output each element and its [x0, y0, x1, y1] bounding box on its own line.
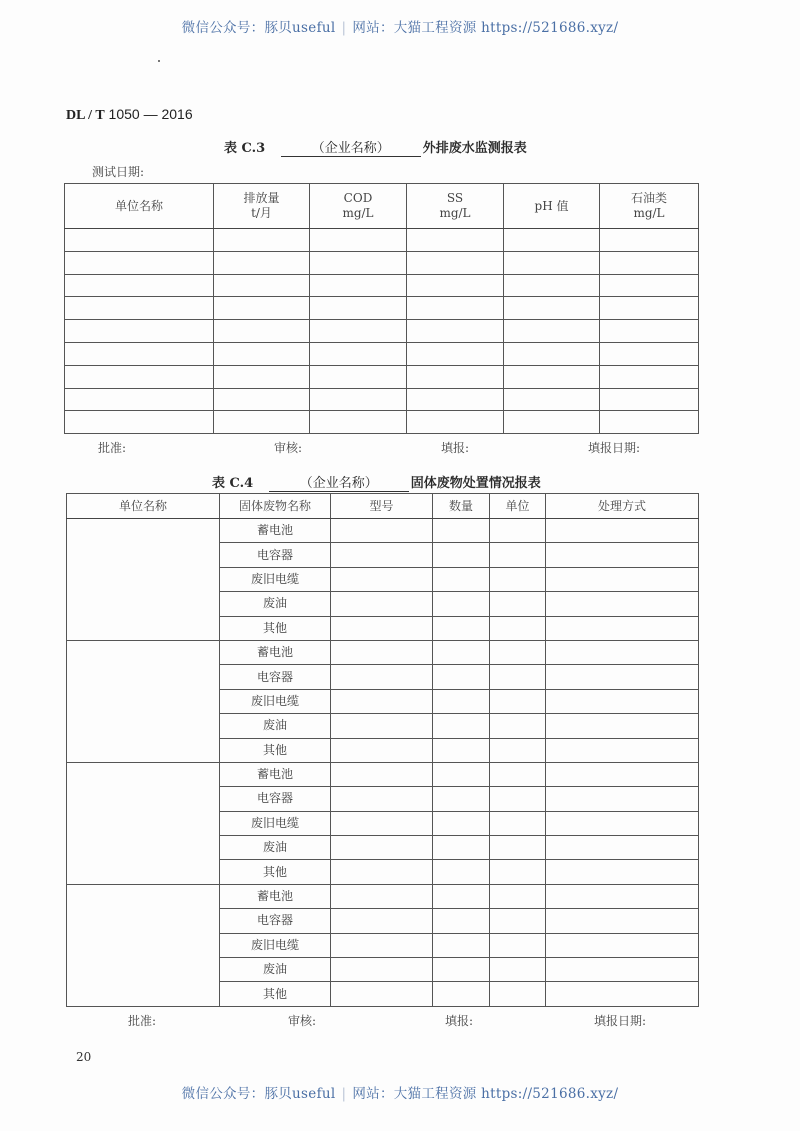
model-cell[interactable] [331, 958, 433, 982]
waste-name-cell: 废旧电缆 [220, 933, 331, 957]
disposal-method-cell[interactable] [546, 762, 699, 786]
approve-label: 批准: [98, 441, 127, 455]
waste-name-cell: 蓄电池 [220, 519, 331, 543]
model-cell[interactable] [331, 616, 433, 640]
unit-cell[interactable] [490, 884, 546, 908]
column-header: 处理方式 [546, 494, 699, 519]
table-header-row [67, 494, 699, 519]
disposal-method-cell[interactable] [546, 519, 699, 543]
model-cell[interactable] [331, 714, 433, 738]
disposal-method-cell[interactable] [546, 933, 699, 957]
waste-name-cell: 电容器 [220, 787, 331, 811]
empty-cell[interactable] [310, 251, 407, 274]
table-c3-label: 表 C.3 [224, 141, 266, 156]
model-cell[interactable] [331, 543, 433, 567]
unit-cell[interactable] [490, 519, 546, 543]
empty-cell[interactable] [504, 274, 600, 297]
empty-cell[interactable] [504, 229, 600, 252]
empty-cell[interactable] [310, 411, 407, 434]
empty-cell[interactable] [214, 297, 310, 320]
quantity-cell[interactable] [433, 933, 490, 957]
column-header-label: pH 值 [534, 198, 569, 213]
empty-cell[interactable] [65, 251, 214, 274]
empty-cell[interactable] [65, 229, 214, 252]
empty-cell[interactable] [407, 388, 504, 411]
column-header: 单位 [490, 494, 546, 519]
unit-cell[interactable] [490, 982, 546, 1006]
column-header-label: 排放量 [243, 191, 280, 205]
column-header [407, 184, 504, 229]
disposal-method-cell[interactable] [546, 665, 699, 689]
quantity-cell[interactable] [433, 689, 490, 713]
empty-cell[interactable] [600, 365, 699, 388]
table-header-row [65, 184, 699, 229]
watermark-bottom [0, 1082, 800, 1102]
unit-cell[interactable] [490, 616, 546, 640]
empty-cell[interactable] [504, 320, 600, 343]
waste-name-cell: 废油 [220, 836, 331, 860]
empty-cell[interactable] [65, 342, 214, 365]
unit-name-cell[interactable] [67, 640, 220, 762]
model-cell[interactable] [331, 567, 433, 591]
empty-cell[interactable] [504, 251, 600, 274]
unit-cell[interactable] [490, 958, 546, 982]
empty-cell[interactable] [310, 229, 407, 252]
column-header: 固体废物名称 [220, 494, 331, 519]
empty-cell[interactable] [214, 251, 310, 274]
unit-cell[interactable] [490, 592, 546, 616]
disposal-method-cell[interactable] [546, 982, 699, 1006]
empty-cell[interactable] [65, 320, 214, 343]
unit-name-cell[interactable] [67, 519, 220, 641]
unit-cell[interactable] [490, 909, 546, 933]
table-row [65, 229, 699, 252]
unit-cell[interactable] [490, 689, 546, 713]
unit-cell[interactable] [490, 787, 546, 811]
column-header-unit: mg/L [342, 206, 374, 220]
empty-cell[interactable] [600, 229, 699, 252]
empty-cell[interactable] [407, 297, 504, 320]
empty-cell[interactable] [310, 365, 407, 388]
quantity-cell[interactable] [433, 884, 490, 908]
empty-cell[interactable] [600, 411, 699, 434]
disposal-method-cell[interactable] [546, 860, 699, 884]
table-row [65, 274, 699, 297]
unit-cell[interactable] [490, 738, 546, 762]
empty-cell[interactable] [214, 274, 310, 297]
fill-date-label: 填报日期: [588, 441, 641, 455]
watermark-separator: | [341, 1086, 347, 1102]
waste-name-cell: 电容器 [220, 543, 331, 567]
waste-name-cell: 废油 [220, 714, 331, 738]
table-c3-title [224, 137, 527, 157]
column-header-label: 石油类 [630, 191, 667, 205]
model-cell[interactable] [331, 665, 433, 689]
quantity-cell[interactable] [433, 616, 490, 640]
empty-cell[interactable] [504, 365, 600, 388]
column-header-unit: mg/L [633, 206, 665, 220]
model-cell[interactable] [331, 811, 433, 835]
table-c4-solid-waste [66, 493, 699, 1007]
disposal-method-cell[interactable] [546, 567, 699, 591]
empty-cell[interactable] [65, 388, 214, 411]
quantity-cell[interactable] [433, 519, 490, 543]
unit-name-cell[interactable] [67, 762, 220, 884]
unit-cell[interactable] [490, 665, 546, 689]
waste-name-cell: 废旧电缆 [220, 689, 331, 713]
quantity-cell[interactable] [433, 567, 490, 591]
quantity-cell[interactable] [433, 640, 490, 664]
watermark-website: 网站：大猫工程资源 https://521686.xyz/ [352, 1086, 619, 1102]
unit-name-cell[interactable] [67, 884, 220, 1006]
table-c4-title-text: 固体废物处置情况报表 [410, 476, 541, 491]
review-label: 审核: [288, 1014, 317, 1028]
disposal-method-cell[interactable] [546, 787, 699, 811]
watermark-website: 网站：大猫工程资源 https://521686.xyz/ [352, 20, 619, 36]
unit-cell[interactable] [490, 714, 546, 738]
empty-cell[interactable] [65, 365, 214, 388]
disposal-method-cell[interactable] [546, 811, 699, 835]
waste-name-cell: 蓄电池 [220, 640, 331, 664]
quantity-cell[interactable] [433, 811, 490, 835]
unit-cell[interactable] [490, 543, 546, 567]
model-cell[interactable] [331, 762, 433, 786]
unit-cell[interactable] [490, 811, 546, 835]
model-cell[interactable] [331, 860, 433, 884]
column-header: 单位名称 [67, 494, 220, 519]
column-header [600, 184, 699, 229]
empty-cell[interactable] [504, 388, 600, 411]
empty-cell[interactable] [600, 342, 699, 365]
table-row [65, 365, 699, 388]
disposal-method-cell[interactable] [546, 689, 699, 713]
waste-name-cell: 其他 [220, 982, 331, 1006]
quantity-cell[interactable] [433, 909, 490, 933]
model-cell[interactable] [331, 909, 433, 933]
column-header [310, 184, 407, 229]
fill-label: 填报: [441, 441, 470, 455]
quantity-cell[interactable] [433, 982, 490, 1006]
quantity-cell[interactable] [433, 762, 490, 786]
waste-name-cell: 其他 [220, 616, 331, 640]
quantity-cell[interactable] [433, 836, 490, 860]
unit-cell[interactable] [490, 933, 546, 957]
model-cell[interactable] [331, 519, 433, 543]
table-row [65, 297, 699, 320]
empty-cell[interactable] [504, 297, 600, 320]
unit-cell[interactable] [490, 860, 546, 884]
empty-cell[interactable] [65, 297, 214, 320]
column-header-label: COD [343, 191, 373, 205]
disposal-method-cell[interactable] [546, 836, 699, 860]
scan-speck [158, 60, 160, 62]
column-header: 型号 [331, 494, 433, 519]
empty-cell[interactable] [310, 342, 407, 365]
table-c3-title-text: 外排废水监测报表 [422, 141, 527, 156]
empty-cell[interactable] [600, 297, 699, 320]
test-date-label: 测试日期: [92, 165, 145, 179]
waste-name-cell: 电容器 [220, 665, 331, 689]
standard-code [66, 106, 193, 124]
quantity-cell[interactable] [433, 665, 490, 689]
table-row [65, 342, 699, 365]
empty-cell[interactable] [407, 411, 504, 434]
fill-label: 填报: [445, 1014, 474, 1028]
empty-cell[interactable] [407, 229, 504, 252]
empty-cell[interactable] [214, 411, 310, 434]
empty-cell[interactable] [310, 274, 407, 297]
unit-cell[interactable] [490, 762, 546, 786]
table-row [65, 411, 699, 434]
disposal-method-cell[interactable] [546, 616, 699, 640]
waste-name-cell: 蓄电池 [220, 762, 331, 786]
model-cell[interactable] [331, 738, 433, 762]
waste-name-cell: 其他 [220, 738, 331, 762]
model-cell[interactable] [331, 640, 433, 664]
table-row [65, 251, 699, 274]
empty-cell[interactable] [310, 320, 407, 343]
unit-cell[interactable] [490, 836, 546, 860]
watermark-wechat: 微信公众号：豚贝useful [181, 20, 336, 36]
standard-number: 1050 — 2016 [108, 106, 193, 122]
quantity-cell[interactable] [433, 714, 490, 738]
empty-cell[interactable] [407, 342, 504, 365]
empty-cell[interactable] [214, 229, 310, 252]
waste-name-cell: 废旧电缆 [220, 811, 331, 835]
table-row [67, 884, 699, 908]
disposal-method-cell[interactable] [546, 909, 699, 933]
standard-prefix: DL / T [66, 108, 105, 123]
empty-cell[interactable] [65, 411, 214, 434]
empty-cell[interactable] [504, 342, 600, 365]
empty-cell[interactable] [600, 320, 699, 343]
table-c3-wastewater [64, 183, 699, 434]
waste-name-cell: 废油 [220, 592, 331, 616]
waste-name-cell: 废旧电缆 [220, 567, 331, 591]
table-row [65, 388, 699, 411]
waste-name-cell: 废油 [220, 958, 331, 982]
empty-cell[interactable] [310, 297, 407, 320]
table-c4-company-blank: （企业名称） [269, 472, 409, 492]
model-cell[interactable] [331, 836, 433, 860]
disposal-method-cell[interactable] [546, 640, 699, 664]
column-header [65, 184, 214, 229]
model-cell[interactable] [331, 884, 433, 908]
quantity-cell[interactable] [433, 543, 490, 567]
table-row [67, 519, 699, 543]
unit-cell[interactable] [490, 640, 546, 664]
column-header-label: SS [446, 191, 464, 205]
model-cell[interactable] [331, 933, 433, 957]
column-header: 数量 [433, 494, 490, 519]
disposal-method-cell[interactable] [546, 714, 699, 738]
table-row [67, 762, 699, 786]
empty-cell[interactable] [407, 251, 504, 274]
column-header [504, 184, 600, 229]
empty-cell[interactable] [214, 365, 310, 388]
model-cell[interactable] [331, 982, 433, 1006]
waste-name-cell: 电容器 [220, 909, 331, 933]
disposal-method-cell[interactable] [546, 543, 699, 567]
waste-name-cell: 其他 [220, 860, 331, 884]
disposal-method-cell[interactable] [546, 884, 699, 908]
model-cell[interactable] [331, 787, 433, 811]
empty-cell[interactable] [214, 342, 310, 365]
watermark-wechat: 微信公众号：豚贝useful [181, 1086, 336, 1102]
quantity-cell[interactable] [433, 592, 490, 616]
table-c4-label: 表 C.4 [212, 476, 254, 491]
disposal-method-cell[interactable] [546, 958, 699, 982]
empty-cell[interactable] [214, 320, 310, 343]
empty-cell[interactable] [214, 388, 310, 411]
empty-cell[interactable] [600, 388, 699, 411]
table-row [67, 640, 699, 664]
watermark-top [0, 16, 800, 36]
column-header-label: 单位名称 [114, 198, 163, 213]
disposal-method-cell[interactable] [546, 592, 699, 616]
empty-cell[interactable] [407, 365, 504, 388]
model-cell[interactable] [331, 689, 433, 713]
column-header-unit: mg/L [439, 206, 471, 220]
empty-cell[interactable] [600, 251, 699, 274]
model-cell[interactable] [331, 592, 433, 616]
empty-cell[interactable] [407, 274, 504, 297]
disposal-method-cell[interactable] [546, 738, 699, 762]
table-row [65, 320, 699, 343]
fill-date-label: 填报日期: [594, 1014, 647, 1028]
quantity-cell[interactable] [433, 738, 490, 762]
column-header [214, 184, 310, 229]
review-label: 审核: [274, 441, 303, 455]
empty-cell[interactable] [504, 411, 600, 434]
empty-cell[interactable] [407, 320, 504, 343]
empty-cell[interactable] [310, 388, 407, 411]
table-c3-company-blank: （企业名称） [281, 137, 421, 157]
quantity-cell[interactable] [433, 787, 490, 811]
table-c4-title [212, 472, 541, 492]
unit-cell[interactable] [490, 567, 546, 591]
quantity-cell[interactable] [433, 958, 490, 982]
column-header-unit: t/月 [251, 206, 272, 220]
empty-cell[interactable] [65, 274, 214, 297]
quantity-cell[interactable] [433, 860, 490, 884]
empty-cell[interactable] [600, 274, 699, 297]
page-number: 20 [76, 1050, 92, 1064]
approve-label: 批准: [128, 1014, 157, 1028]
watermark-separator: | [341, 20, 347, 36]
waste-name-cell: 蓄电池 [220, 884, 331, 908]
